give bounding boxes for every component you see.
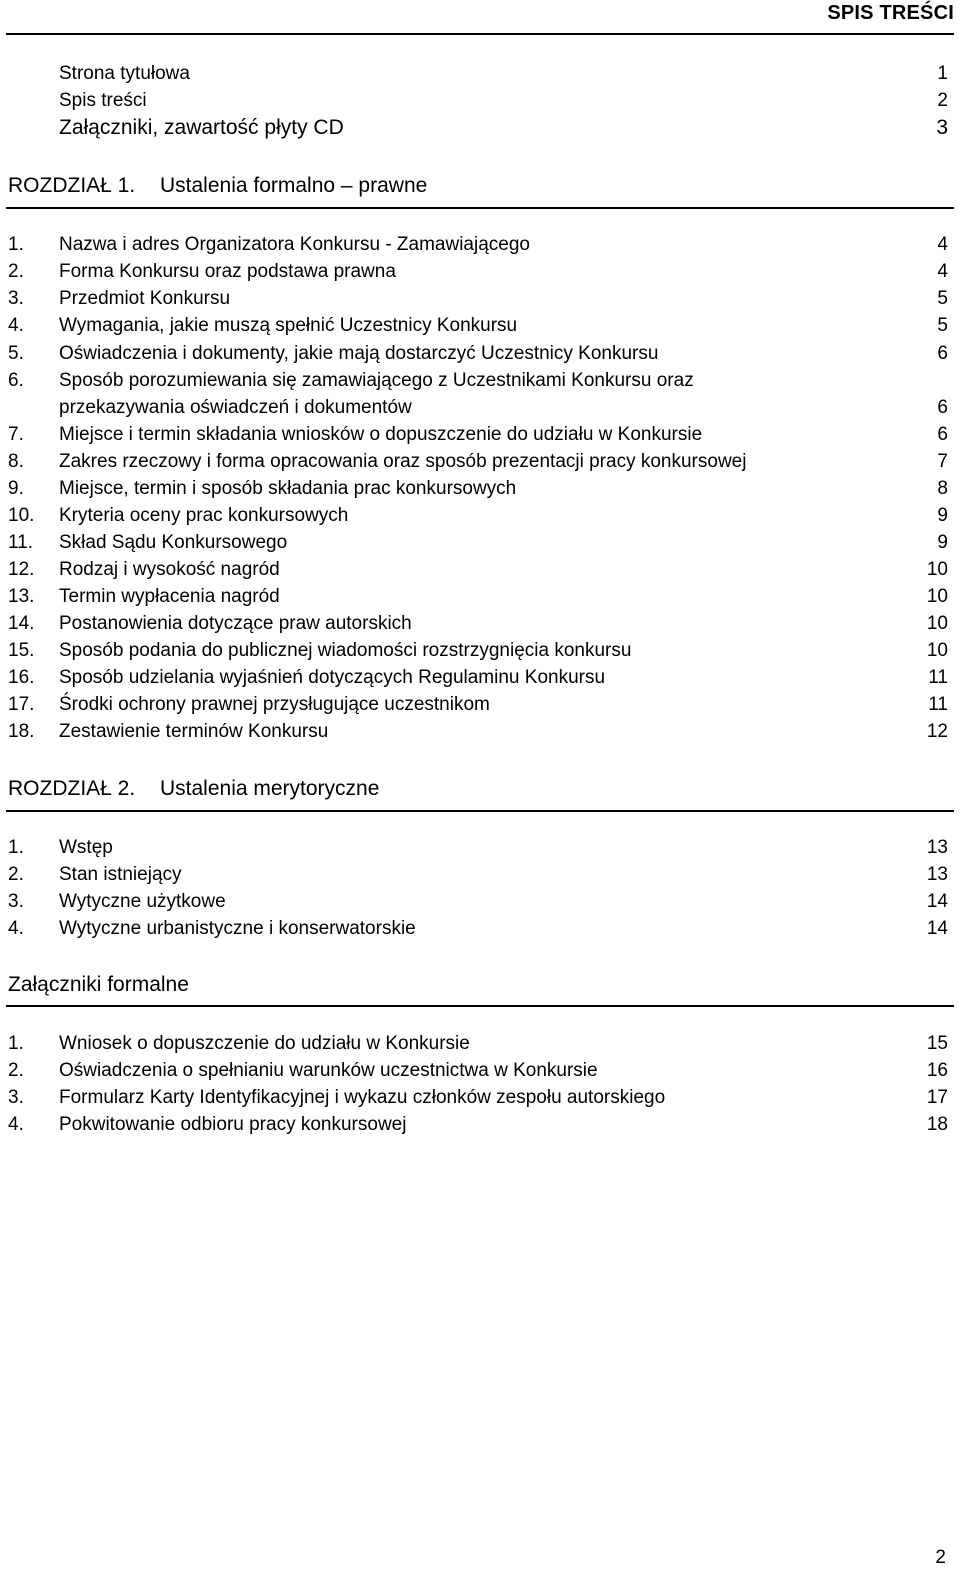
toc-entry-page: 11	[928, 694, 948, 715]
toc-entry-title: Postanowienia dotyczące praw autorskich	[59, 613, 412, 634]
chapter-2-label: ROZDZIAŁ 2.	[8, 777, 136, 800]
toc-entry-continuation[interactable]	[0, 394, 960, 421]
toc-entry-title: Wymagania, jakie muszą spełnić Uczestnicy Konkursu	[59, 315, 518, 336]
toc-entry-page: 1	[937, 63, 948, 84]
toc-entry-page: 6	[937, 397, 948, 418]
toc-entry-number: 9.	[8, 478, 24, 499]
toc-entry-page: 6	[937, 424, 948, 445]
toc-entry-title: Oświadczenia i dokumenty, jakie mają dostarczyć Uczestnicy Konkursu	[59, 343, 659, 364]
toc-entry-title: Rodzaj i wysokość nagród	[59, 559, 280, 580]
toc-entry-page: 13	[926, 864, 948, 885]
toc-entry-title: Przedmiot Konkursu	[59, 288, 231, 309]
toc-entry-number: 3.	[8, 1087, 24, 1108]
toc-entry-page: 3	[936, 116, 948, 139]
toc-entry-number: 3.	[8, 288, 24, 309]
toc-entry-title: Kryteria oceny prac konkursowych	[59, 505, 349, 526]
toc-entry[interactable]	[0, 1084, 960, 1111]
toc-entry-page: 4	[937, 261, 948, 282]
toc-entry[interactable]	[0, 475, 960, 502]
toc-entry-title: Zestawienie terminów Konkursu	[59, 721, 329, 742]
toc-entry-number: 4.	[8, 1114, 24, 1135]
page-title: SPIS TREŚCI	[827, 2, 954, 24]
toc-entry-number: 6.	[8, 370, 24, 391]
toc-entry[interactable]	[0, 231, 960, 258]
toc-entry[interactable]	[0, 258, 960, 285]
header-divider	[6, 33, 954, 35]
toc-entry-page: 14	[926, 891, 948, 912]
attachments-title: Załączniki formalne	[8, 973, 189, 996]
toc-entry-title: Stan istniejący	[59, 864, 182, 885]
toc-entry[interactable]	[0, 312, 960, 339]
toc-entry-number: 2.	[8, 1060, 24, 1081]
toc-entry-number: 15.	[8, 640, 35, 661]
toc-entry-title: Termin wypłacenia nagród	[59, 586, 280, 607]
chapter-2-title: Ustalenia merytoryczne	[160, 777, 380, 800]
toc-entry-title: Nazwa i adres Organizatora Konkursu - Zamawiającego	[59, 234, 530, 255]
toc-entry[interactable]	[0, 448, 960, 475]
toc-entry-page: 6	[937, 343, 948, 364]
toc-entry-number: 7.	[8, 424, 24, 445]
toc-entry[interactable]	[0, 367, 960, 394]
toc-entry-number: 4.	[8, 918, 24, 939]
toc-entry[interactable]	[0, 114, 960, 141]
toc-entry-title: Sposób porozumiewania się zamawiającego z Uczestnikami Konkursu oraz	[59, 370, 694, 391]
toc-entry-number: 1.	[8, 1033, 24, 1054]
toc-entry-number: 18.	[8, 721, 35, 742]
toc-entry-number: 4.	[8, 315, 24, 336]
toc-entry-title: Formularz Karty Identyfikacyjnej i wykazu członków zespołu autorskiego	[59, 1087, 666, 1108]
chapter-2-divider	[6, 810, 954, 812]
toc-entry-page: 10	[926, 613, 948, 634]
attachments-divider	[6, 1005, 954, 1007]
chapter-1-label: ROZDZIAŁ 1.	[8, 174, 136, 197]
toc-entry[interactable]	[0, 718, 960, 745]
toc-entry[interactable]	[0, 1030, 960, 1057]
toc-entry-page: 15	[926, 1033, 948, 1054]
toc-entry-page: 10	[926, 586, 948, 607]
toc-entry-number: 3.	[8, 891, 24, 912]
toc-entry[interactable]	[0, 888, 960, 915]
toc-entry-page: 5	[937, 288, 948, 309]
toc-entry-title: Wstęp	[59, 837, 113, 858]
toc-entry[interactable]	[0, 1111, 960, 1138]
toc-entry-page: 11	[928, 667, 948, 688]
toc-entry[interactable]	[0, 915, 960, 942]
toc-entry-number: 11.	[8, 532, 34, 553]
toc-entry-page: 17	[926, 1087, 948, 1108]
toc-entry[interactable]	[0, 556, 960, 583]
toc-entry[interactable]	[0, 529, 960, 556]
toc-entry-title: Środki ochrony prawnej przysługujące uczestnikom	[59, 694, 490, 715]
toc-entry-title: Wniosek o dopuszczenie do udziału w Konkursie	[59, 1033, 470, 1054]
toc-entry-number: 5.	[8, 343, 24, 364]
toc-entry-page: 12	[926, 721, 948, 742]
toc-entry-number: 8.	[8, 451, 24, 472]
toc-entry[interactable]	[0, 87, 960, 114]
toc-entry-page: 4	[937, 234, 948, 255]
toc-entry-page: 16	[926, 1060, 948, 1081]
toc-entry-page: 5	[937, 315, 948, 336]
toc-entry-number: 2.	[8, 261, 24, 282]
toc-entry-number: 14.	[8, 613, 35, 634]
toc-entry-number: 10.	[8, 505, 35, 526]
attachments-heading	[8, 970, 189, 1000]
toc-entry[interactable]	[0, 421, 960, 448]
toc-entry-page: 9	[937, 505, 948, 526]
chapter-1-heading	[8, 171, 427, 201]
toc-entry-number: 12.	[8, 559, 35, 580]
toc-entry-number: 17.	[8, 694, 35, 715]
toc-entry-number: 1.	[8, 837, 24, 858]
chapter-1-title: Ustalenia formalno – prawne	[160, 174, 428, 197]
toc-entry-title: Wytyczne użytkowe	[59, 891, 226, 912]
page-number: 2	[935, 1547, 946, 1568]
toc-entry[interactable]	[0, 691, 960, 718]
toc-entry-title: Miejsce i termin składania wniosków o dopuszczenie do udziału w Konkursie	[59, 424, 703, 445]
toc-entry-title: Skład Sądu Konkursowego	[59, 532, 288, 553]
toc-entry[interactable]	[0, 861, 960, 888]
toc-entry-title: Oświadczenia o spełnianiu warunków uczestnictwa w Konkursie	[59, 1060, 598, 1081]
toc-entry-page: 2	[937, 90, 948, 111]
toc-entry-number: 16.	[8, 667, 35, 688]
toc-entry-page: 8	[937, 478, 948, 499]
toc-entry-page: 13	[926, 837, 948, 858]
toc-entry[interactable]	[0, 834, 960, 861]
toc-entry-number: 2.	[8, 864, 24, 885]
toc-entry-page: 10	[926, 559, 948, 580]
toc-entry-number: 13.	[8, 586, 35, 607]
toc-entry-page: 9	[937, 532, 948, 553]
toc-entry[interactable]	[0, 664, 960, 691]
toc-entry-title: Pokwitowanie odbioru pracy konkursowej	[59, 1114, 407, 1135]
toc-entry-title: Sposób udzielania wyjaśnień dotyczących Regulaminu Konkursu	[59, 667, 606, 688]
toc-entry[interactable]	[0, 637, 960, 664]
toc-entry-title: Spis treści	[59, 90, 147, 111]
toc-entry[interactable]	[0, 610, 960, 637]
toc-entry-title: Załączniki, zawartość płyty CD	[59, 116, 344, 139]
toc-entry[interactable]	[0, 60, 960, 87]
toc-entry-title: Strona tytułowa	[59, 63, 190, 84]
toc-entry-page: 7	[937, 451, 948, 472]
chapter-2-heading	[8, 774, 379, 804]
chapter-1-divider	[6, 207, 954, 209]
toc-entry[interactable]	[0, 285, 960, 312]
toc-entry[interactable]	[0, 340, 960, 367]
toc-entry-page: 10	[926, 640, 948, 661]
toc-entry-page: 14	[926, 918, 948, 939]
toc-entry-title: Zakres rzeczowy i forma opracowania oraz sposób prezentacji pracy konkursowej	[59, 451, 747, 472]
toc-entry[interactable]	[0, 583, 960, 610]
toc-entry-title: Miejsce, termin i sposób składania prac konkursowych	[59, 478, 517, 499]
toc-entry-number: 1.	[8, 234, 24, 255]
toc-entry-title: Forma Konkursu oraz podstawa prawna	[59, 261, 396, 282]
toc-entry[interactable]	[0, 1057, 960, 1084]
toc-entry-title: Sposób podania do publicznej wiadomości rozstrzygnięcia konkursu	[59, 640, 632, 661]
toc-entry-title: przekazywania oświadczeń i dokumentów	[59, 397, 412, 418]
toc-entry-title: Wytyczne urbanistyczne i konserwatorskie	[59, 918, 416, 939]
toc-entry-page: 18	[926, 1114, 948, 1135]
toc-entry[interactable]	[0, 502, 960, 529]
